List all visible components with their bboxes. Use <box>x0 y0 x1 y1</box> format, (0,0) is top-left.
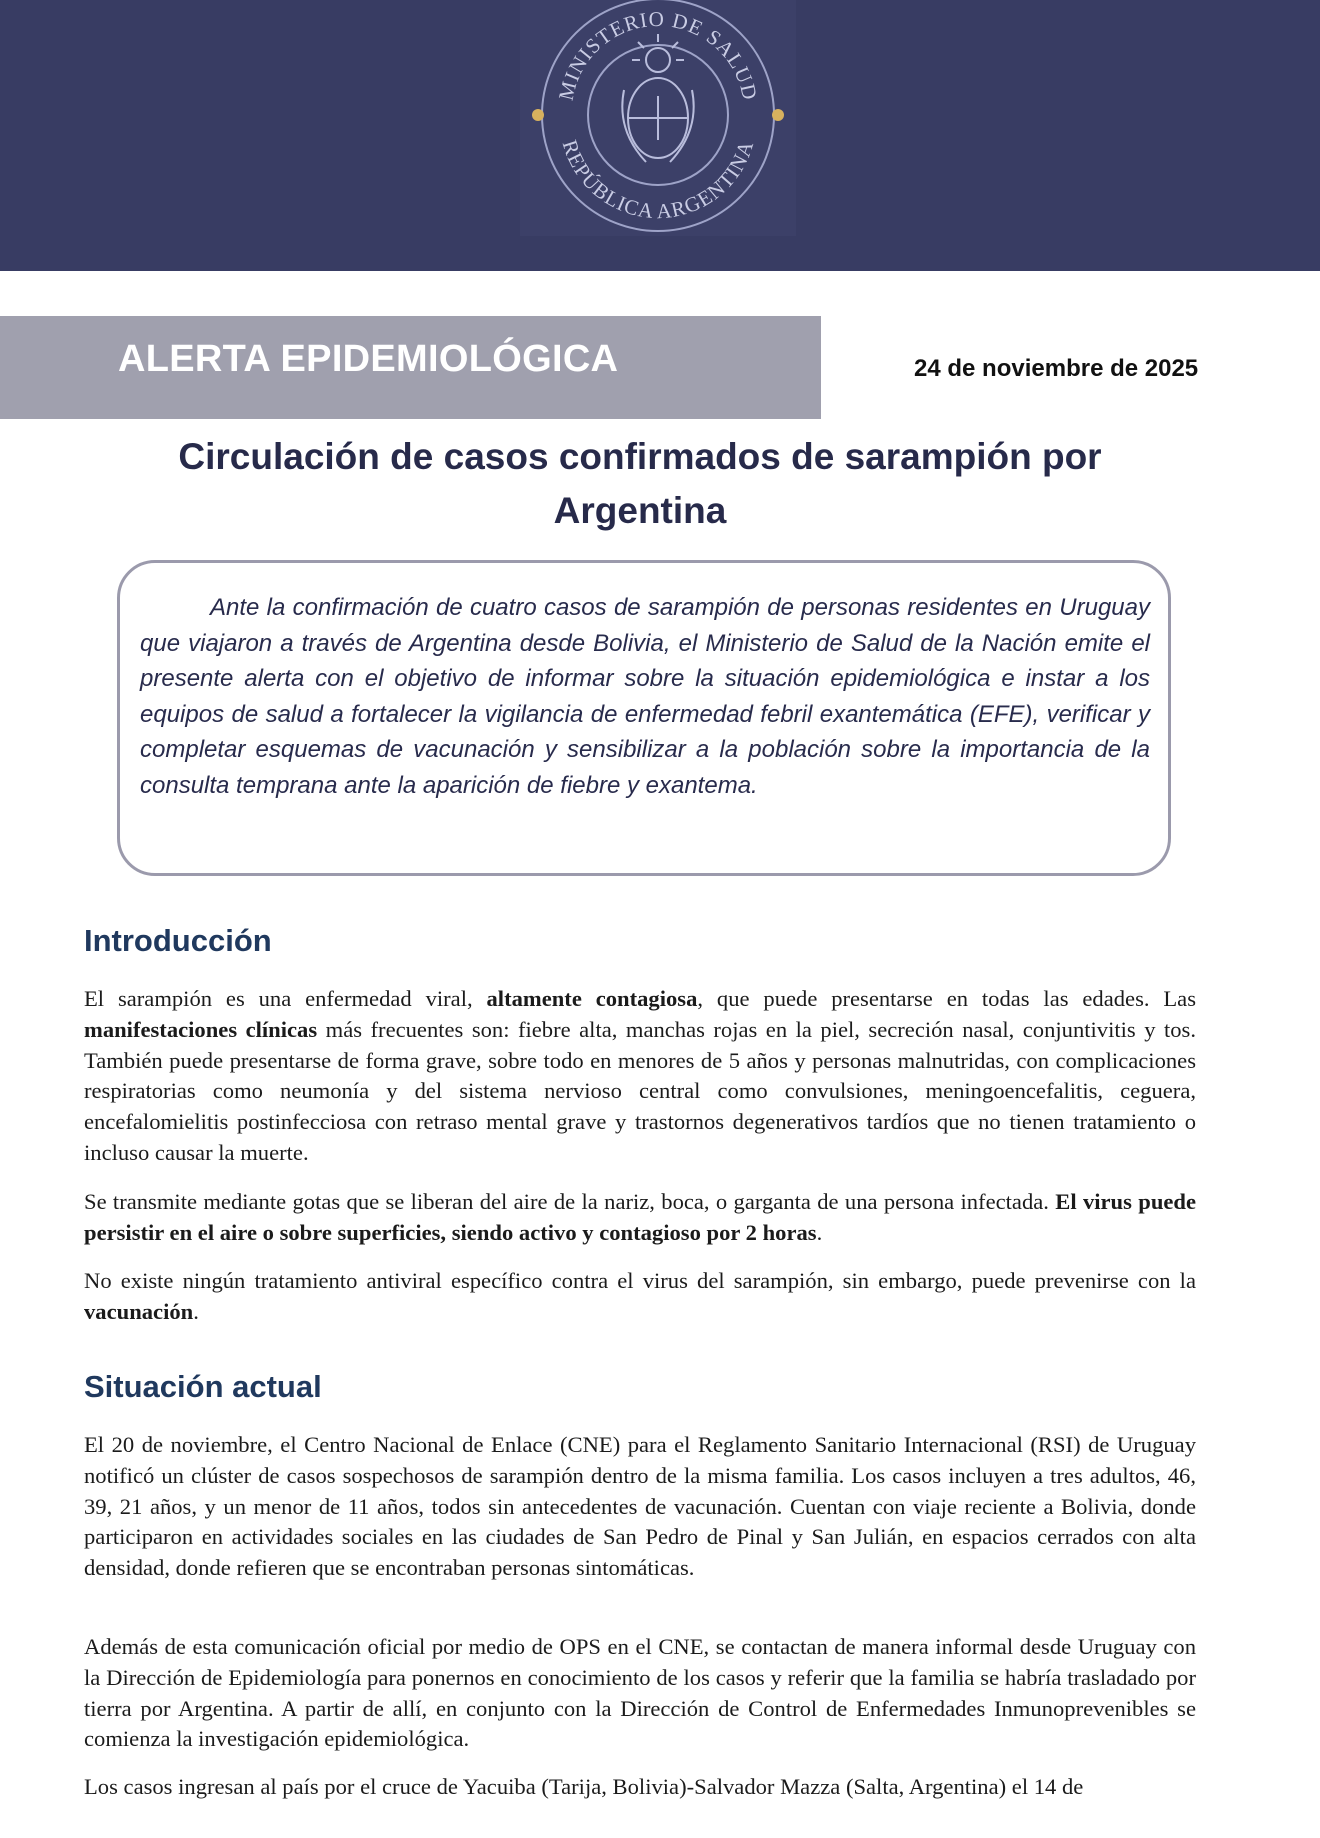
svg-text:MINISTERIO DE SALUD <box>554 7 763 103</box>
svg-text:REPÚBLICA ARGENTINA <box>558 137 759 223</box>
seal-text-top: MINISTERIO DE SALUD <box>553 6 763 103</box>
intro-p3-bold-vaccination: vacunación <box>84 1298 194 1324</box>
situation-paragraph-2: Además de esta comunicación oficial por medio de OPS en el CNE, se contactan de manera informal desde Uruguay con la Dirección de Epidemiología para ponernos en conocimiento de los casos y referir que la familia se habría trasladado por tierra por Argentina. A partir de allí, en conjunto con la Dirección de Control de Enfermedades Inmunoprevenibles se comienza la investigación epidemiológica. <box>84 1634 1196 1752</box>
situation-paragraph-3: Los casos ingresan al país por el cruce de Yacuiba (Tarija, Bolivia)-Salvador Mazza (Salta, Argentina) el 14 de <box>84 1774 1084 1799</box>
coat-of-arms-icon <box>622 34 693 162</box>
intro-p3-text-c: . <box>193 1298 199 1324</box>
seal-text-bottom: REPÚBLICA ARGENTINA <box>557 136 759 224</box>
intro-p1-text-e: más frecuentes son: fiebre alta, manchas rojas en la piel, secreción nasal, conjuntivitis y tos. También puede presentarse de forma grave, sobre todo en menores de 5 años y personas malnutridas, con complicaciones respiratorias como neumonía y del sistema nervioso central como convulsiones, meningoencefalitis, ceguera, encefalomielitis postinfecciosa con retraso mental grave y trastornos degenerativos tardíos que no tienen tratamiento o incluso causar la muerte. <box>84 1016 1197 1165</box>
intro-p2-bold-virus: El virus puede persistir en el aire o sobre superficies, siendo activo y contagioso por 2 horas <box>84 1189 1197 1245</box>
intro-p1-bold-contagious: altamente contagiosa <box>486 986 698 1011</box>
intro-p1-text-a: El sarampión es una enfermedad viral, <box>84 986 487 1011</box>
document-title <box>100 430 1180 538</box>
intro-p2-text-c: . <box>816 1219 823 1245</box>
situation-paragraph-1: El 20 de noviembre, el Centro Nacional de Enlace (CNE) para el Reglamento Sanitario Internacional (RSI) de Uruguay notificó un clúster de casos sospechosos de sarampión dentro de la misma familia. Los casos incluyen a tres adultos, 46, 39, 21 años, y un menor de 11 años, todos sin antecedentes de vacunación. Cuentan con viaje reciente a Bolivia, donde participaron en actividades sociales en las ciudades de San Pedro de Pinal y San Julián, en espacios cerrados con alta densidad, donde refieren que se encontraban personas sintomáticas. <box>84 1432 1196 1581</box>
summary-text: Ante la confirmación de cuatro casos de sarampión de personas residentes en Uruguay que viajaron a través de Argentina desde Bolivia, el Ministerio de Salud de la Nación emite el presente alerta con el objetivo de informar sobre la situación epidemiológica e instar a los equipos de salud a fortalecer la vigilancia de enfermedad febril exantemática (EFE), verificar y completar esquemas de vacunación y sensibilizar a la población sobre la importancia de la consulta temprana ante la aparición de fiebre y exantema. <box>140 594 1150 799</box>
situation-heading: Situación actual <box>84 1369 322 1404</box>
intro-paragraph-3 <box>84 1266 1196 1328</box>
intro-heading: Introducción <box>84 923 272 958</box>
intro-p3-text-a: No existe ningún tratamiento antiviral específico contra el virus del sarampión, sin embargo, puede prevenirse con la <box>84 1268 1196 1293</box>
document-title-line1: Circulación de casos confirmados de sarampión por <box>178 436 1102 477</box>
document-title-line2: Argentina <box>553 490 727 531</box>
seal-dot-right <box>772 109 784 121</box>
alert-date: 24 de noviembre de 2025 <box>914 355 1199 382</box>
seal-dot-left <box>532 109 544 121</box>
alert-label: ALERTA EPIDEMIOLÓGICA <box>118 338 619 380</box>
intro-paragraph-1 <box>84 984 1196 1169</box>
intro-p1-text-c: , que puede presentarse en todas las edades. Las <box>697 986 1196 1011</box>
intro-p1-bold-clinical: manifestaciones clínicas <box>84 1016 318 1042</box>
ministry-seal <box>520 0 796 236</box>
intro-paragraph-2 <box>84 1187 1196 1249</box>
intro-p2-text-a: Se transmite mediante gotas que se liberan del aire de la nariz, boca, o garganta de una persona infectada. <box>84 1189 1056 1214</box>
